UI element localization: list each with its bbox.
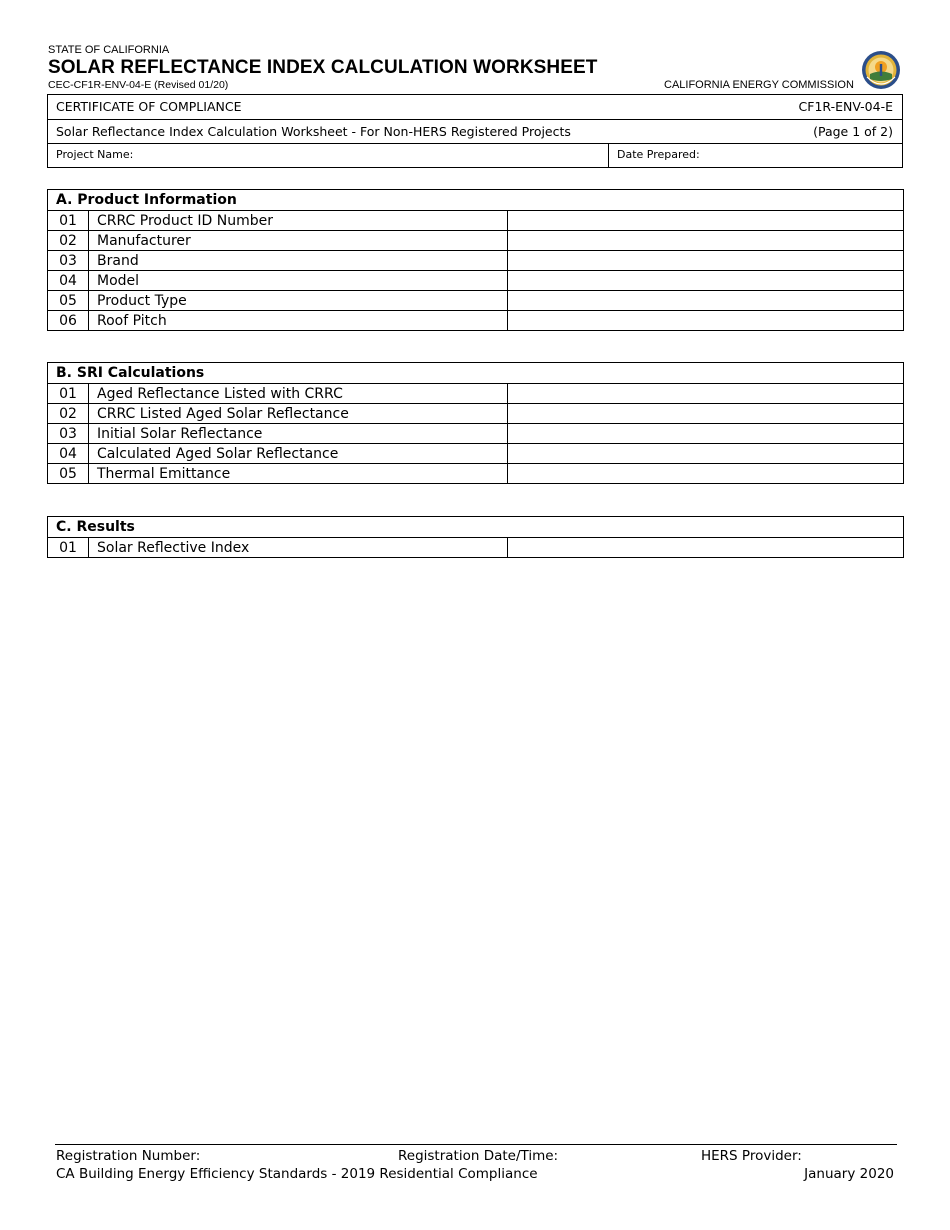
section-title: C. Results bbox=[48, 517, 904, 538]
brand-input[interactable] bbox=[508, 251, 904, 271]
energy-commission-seal-icon bbox=[861, 50, 901, 90]
row-number: 02 bbox=[48, 231, 89, 251]
row-number: 04 bbox=[48, 271, 89, 291]
page-indicator: (Page 1 of 2) bbox=[813, 124, 893, 139]
row-number: 03 bbox=[48, 251, 89, 271]
certificate-title: CERTIFICATE OF COMPLIANCE bbox=[56, 99, 242, 114]
row-number: 05 bbox=[48, 291, 89, 311]
table-row bbox=[48, 251, 904, 271]
form-id: CF1R-ENV-04-E bbox=[798, 99, 893, 114]
row-number: 03 bbox=[48, 424, 89, 444]
product-type-input[interactable] bbox=[508, 291, 904, 311]
divider bbox=[608, 144, 609, 167]
row-label: Brand bbox=[89, 251, 508, 271]
row-label: CRRC Listed Aged Solar Reflectance bbox=[89, 404, 508, 424]
row-label: Calculated Aged Solar Reflectance bbox=[89, 444, 508, 464]
certificate-header-box bbox=[47, 94, 903, 168]
table-row bbox=[48, 311, 904, 331]
row-number: 04 bbox=[48, 444, 89, 464]
page-title: SOLAR REFLECTANCE INDEX CALCULATION WORKSHEET bbox=[48, 57, 598, 78]
row-label: Roof Pitch bbox=[89, 311, 508, 331]
model-input[interactable] bbox=[508, 271, 904, 291]
initial-solar-reflectance-input[interactable] bbox=[508, 424, 904, 444]
agency-name: CALIFORNIA ENERGY COMMISSION bbox=[664, 79, 854, 91]
row-label: Product Type bbox=[89, 291, 508, 311]
table-row bbox=[48, 384, 904, 404]
table-row bbox=[48, 231, 904, 251]
row-number: 01 bbox=[48, 538, 89, 558]
row-number: 05 bbox=[48, 464, 89, 484]
row-label: Manufacturer bbox=[89, 231, 508, 251]
project-name-field[interactable]: Project Name: bbox=[56, 148, 134, 161]
row-number: 06 bbox=[48, 311, 89, 331]
table-row bbox=[48, 538, 904, 558]
row-label: Aged Reflectance Listed with CRRC bbox=[89, 384, 508, 404]
table-row bbox=[48, 464, 904, 484]
hers-provider-label: HERS Provider: bbox=[701, 1148, 802, 1164]
table-row bbox=[48, 424, 904, 444]
section-a-product-information bbox=[47, 189, 904, 331]
manufacturer-input[interactable] bbox=[508, 231, 904, 251]
row-label: Thermal Emittance bbox=[89, 464, 508, 484]
table-row bbox=[48, 291, 904, 311]
row-label: Initial Solar Reflectance bbox=[89, 424, 508, 444]
form-code: CEC-CF1R-ENV-04-E (Revised 01/20) bbox=[48, 79, 229, 91]
project-row bbox=[48, 144, 902, 167]
certificate-row bbox=[48, 95, 902, 120]
subtitle-row bbox=[48, 120, 902, 144]
worksheet-subtitle: Solar Reflectance Index Calculation Worksheet - For Non-HERS Registered Projects bbox=[56, 124, 571, 139]
table-row bbox=[48, 444, 904, 464]
table-row bbox=[48, 404, 904, 424]
footer-date: January 2020 bbox=[804, 1166, 894, 1182]
row-label: Solar Reflective Index bbox=[89, 538, 508, 558]
registration-datetime-label: Registration Date/Time: bbox=[398, 1148, 559, 1164]
row-label: CRRC Product ID Number bbox=[89, 211, 508, 231]
solar-reflective-index-input[interactable] bbox=[508, 538, 904, 558]
section-c-results bbox=[47, 516, 904, 558]
section-b-sri-calculations bbox=[47, 362, 904, 484]
state-label: STATE OF CALIFORNIA bbox=[48, 44, 170, 56]
roof-pitch-input[interactable] bbox=[508, 311, 904, 331]
standards-text: CA Building Energy Efficiency Standards - 2019 Residential Compliance bbox=[56, 1166, 538, 1182]
section-title: B. SRI Calculations bbox=[48, 363, 904, 384]
table-row bbox=[48, 271, 904, 291]
aged-reflectance-listed-input[interactable] bbox=[508, 384, 904, 404]
date-prepared-field[interactable]: Date Prepared: bbox=[617, 148, 700, 161]
row-label: Model bbox=[89, 271, 508, 291]
crrc-product-id-input[interactable] bbox=[508, 211, 904, 231]
registration-number-label: Registration Number: bbox=[56, 1148, 201, 1164]
row-number: 02 bbox=[48, 404, 89, 424]
row-number: 01 bbox=[48, 384, 89, 404]
crrc-aged-solar-reflectance-input[interactable] bbox=[508, 404, 904, 424]
thermal-emittance-input[interactable] bbox=[508, 464, 904, 484]
table-row bbox=[48, 211, 904, 231]
footer-divider bbox=[55, 1144, 897, 1145]
section-title: A. Product Information bbox=[48, 190, 904, 211]
row-number: 01 bbox=[48, 211, 89, 231]
calculated-aged-solar-reflectance-input[interactable] bbox=[508, 444, 904, 464]
